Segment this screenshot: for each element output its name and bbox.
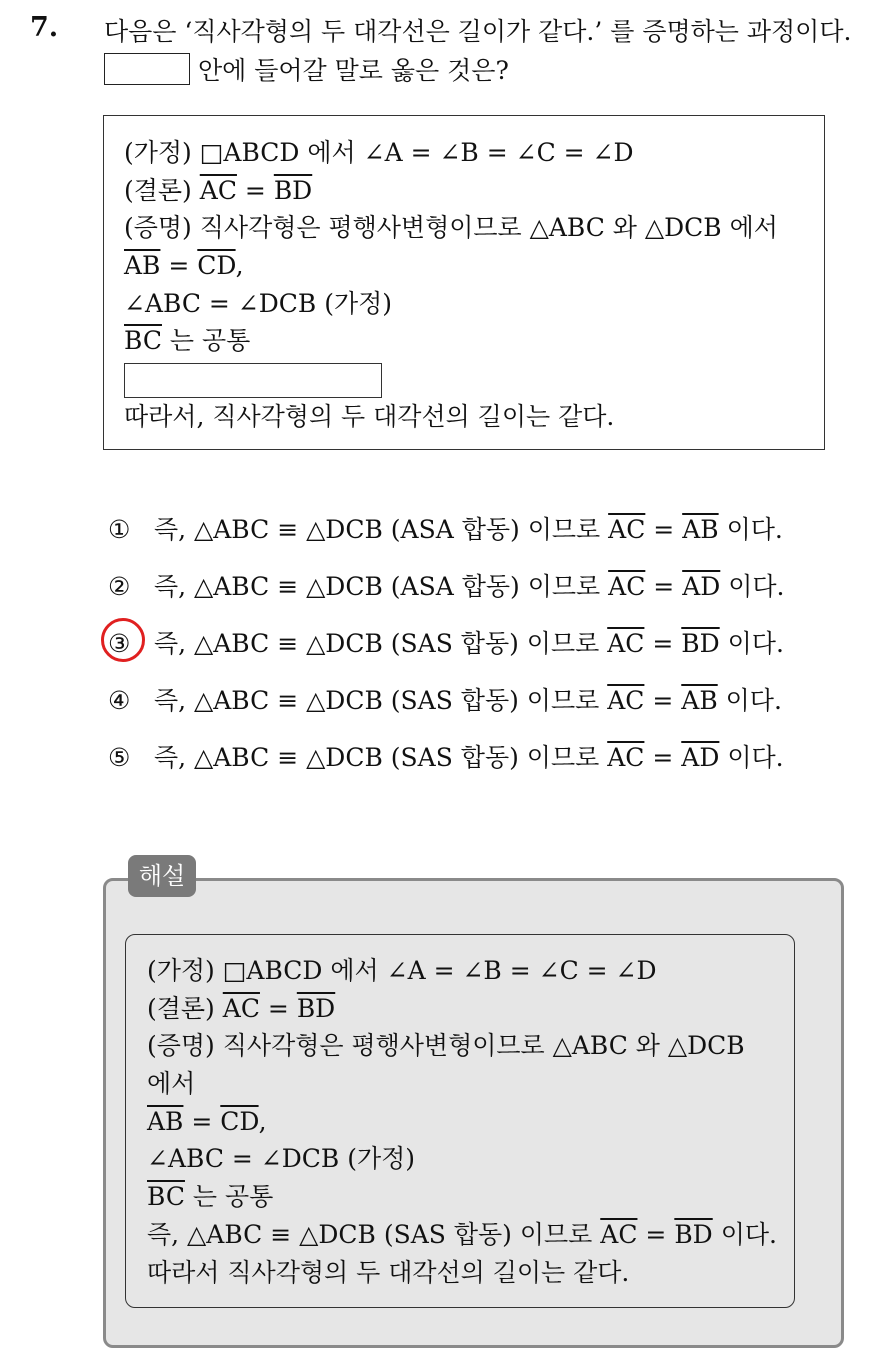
- segment-rhs: $\overline{BD}$: [681, 629, 720, 658]
- premise-label: (가정): [147, 956, 215, 985]
- segment-lhs: $\overline{AC}$: [607, 686, 645, 715]
- comma: ,: [235, 251, 244, 281]
- solution-tag: 해설: [128, 855, 196, 897]
- proof-label: (증명): [147, 1031, 215, 1061]
- therefore-text: 따라서, 직사각형의 두 대각선의 길이는 같다.: [124, 401, 615, 431]
- solution-angle-line: [147, 1140, 794, 1178]
- equals-sign: =: [653, 515, 675, 544]
- segment-bc: $\overline{BC}$: [124, 326, 162, 356]
- premise-line: [124, 134, 824, 172]
- choice-1[interactable]: [108, 510, 785, 567]
- solution-proof-line: [147, 1027, 794, 1065]
- segment-cd: $\overline{CD}$: [220, 1106, 259, 1136]
- therefore-line: [124, 398, 824, 436]
- choice-ending: 이다.: [727, 743, 784, 772]
- segment-rhs: $\overline{AD}$: [682, 572, 721, 601]
- segment-bd: $\overline{BD}$: [296, 993, 336, 1023]
- segment-rhs: $\overline{AB}$: [681, 686, 718, 715]
- segment-ac: $\overline{AC}$: [222, 993, 260, 1023]
- segment-ac: $\overline{AC}$: [199, 175, 237, 205]
- equals-sign: =: [652, 686, 674, 715]
- segment-bd: $\overline{BD}$: [674, 1219, 713, 1249]
- answer-blank: [104, 53, 190, 85]
- therefore-text: 따라서 직사각형의 두 대각선의 길이는 같다.: [147, 1257, 630, 1287]
- proof-blank: [124, 363, 382, 398]
- choice-ending: 이다.: [726, 515, 783, 544]
- blank-line: [124, 360, 824, 398]
- angle-line: [124, 285, 824, 323]
- equals-sign: =: [267, 993, 289, 1023]
- common-side-line: [124, 322, 824, 360]
- choice-number: ⑤: [108, 743, 131, 772]
- segment-rhs: $\overline{AD}$: [681, 743, 720, 772]
- proof-label: (증명): [124, 213, 192, 243]
- choice-number: ④: [108, 686, 131, 715]
- choice-ending: 이다.: [728, 572, 785, 601]
- proof-line: [124, 209, 824, 247]
- proof-box: [103, 115, 825, 450]
- equals-sign: =: [652, 629, 674, 658]
- choice-number: ②: [108, 572, 131, 601]
- conclusion-label: (결론): [147, 993, 215, 1023]
- choice-number: ①: [108, 515, 131, 544]
- equals-sign: =: [652, 743, 674, 772]
- choice-2[interactable]: [108, 567, 785, 624]
- segment-bd: $\overline{BD}$: [273, 175, 313, 205]
- choice-text: 즉, △ABC ≡ △DCB (ASA 합동) 이므로: [153, 515, 601, 544]
- choice-number: ③: [108, 629, 131, 658]
- choice-4[interactable]: [108, 681, 785, 738]
- question-number: 7.: [30, 12, 59, 43]
- solution-proof-wrap-line: [147, 1065, 794, 1103]
- equals-sign: =: [653, 572, 675, 601]
- equals-sign: =: [244, 175, 266, 205]
- question-prompt: 안에 들어갈 말로 옳은 것은?: [198, 56, 509, 85]
- solution-ab-cd-line: [147, 1103, 794, 1141]
- segment-bc: $\overline{BC}$: [147, 1182, 185, 1212]
- congruence-text: 즉, △ABC ≡ △DCB (SAS 합동) 이므로: [147, 1219, 593, 1249]
- solution-congruence-line: [147, 1216, 794, 1254]
- segment-rhs: $\overline{AB}$: [682, 515, 719, 544]
- conclusion-line: [124, 172, 824, 210]
- question-text: 다음은 ‘직사각형의 두 대각선은 길이가 같다.’ 를 증명하는 과정이다.: [104, 17, 852, 46]
- premise-label: (가정): [124, 138, 192, 167]
- answer-choices: [108, 510, 785, 795]
- choice-text: 즉, △ABC ≡ △DCB (SAS 합동) 이므로: [153, 743, 600, 772]
- proof-wrap-text: 에서: [147, 1069, 196, 1099]
- conclusion-label: (결론): [124, 175, 192, 205]
- comma: ,: [258, 1106, 267, 1136]
- common-text: 는 공통: [192, 1182, 274, 1212]
- equals-sign: =: [191, 1106, 213, 1136]
- ab-cd-line: [124, 247, 824, 285]
- premise-text: □ABCD 에서 ∠A = ∠B = ∠C = ∠D: [222, 956, 657, 985]
- segment-ac: $\overline{AC}$: [600, 1219, 638, 1249]
- choice-text: 즉, △ABC ≡ △DCB (SAS 합동) 이므로: [153, 686, 600, 715]
- equals-sign: =: [645, 1219, 667, 1249]
- question-text-line2: [104, 51, 509, 87]
- segment-ab: $\overline{AB}$: [147, 1106, 184, 1136]
- choice-ending: 이다.: [727, 629, 784, 658]
- proof-text: 직사각형은 평행사변형이므로 △ABC 와 △DCB: [222, 1031, 745, 1061]
- segment-cd: $\overline{CD}$: [197, 251, 236, 281]
- angle-text: ∠ABC = ∠DCB (가정): [124, 288, 393, 318]
- segment-lhs: $\overline{AC}$: [607, 629, 645, 658]
- solution-therefore-line: [147, 1254, 794, 1292]
- common-text: 는 공통: [169, 326, 251, 356]
- choice-text: 즉, △ABC ≡ △DCB (ASA 합동) 이므로: [153, 572, 601, 601]
- segment-lhs: $\overline{AC}$: [608, 515, 646, 544]
- solution-common-side-line: [147, 1178, 794, 1216]
- sentence-ending: 이다.: [720, 1219, 777, 1249]
- choice-5[interactable]: [108, 738, 785, 795]
- choice-3[interactable]: [108, 624, 785, 681]
- segment-lhs: $\overline{AC}$: [607, 743, 645, 772]
- segment-ab: $\overline{AB}$: [124, 251, 161, 281]
- solution-conclusion-line: [147, 990, 794, 1028]
- angle-text: ∠ABC = ∠DCB (가정): [147, 1144, 416, 1174]
- solution-proof-box: [125, 934, 795, 1308]
- choice-text: 즉, △ABC ≡ △DCB (SAS 합동) 이므로: [153, 629, 600, 658]
- solution-premise-line: [147, 952, 794, 990]
- answer-circle-mark: [101, 618, 145, 662]
- choice-ending: 이다.: [725, 686, 782, 715]
- equals-sign: =: [168, 251, 190, 281]
- segment-lhs: $\overline{AC}$: [608, 572, 646, 601]
- premise-text: □ABCD 에서 ∠A = ∠B = ∠C = ∠D: [199, 138, 634, 167]
- proof-text: 직사각형은 평행사변형이므로 △ABC 와 △DCB 에서: [199, 213, 778, 243]
